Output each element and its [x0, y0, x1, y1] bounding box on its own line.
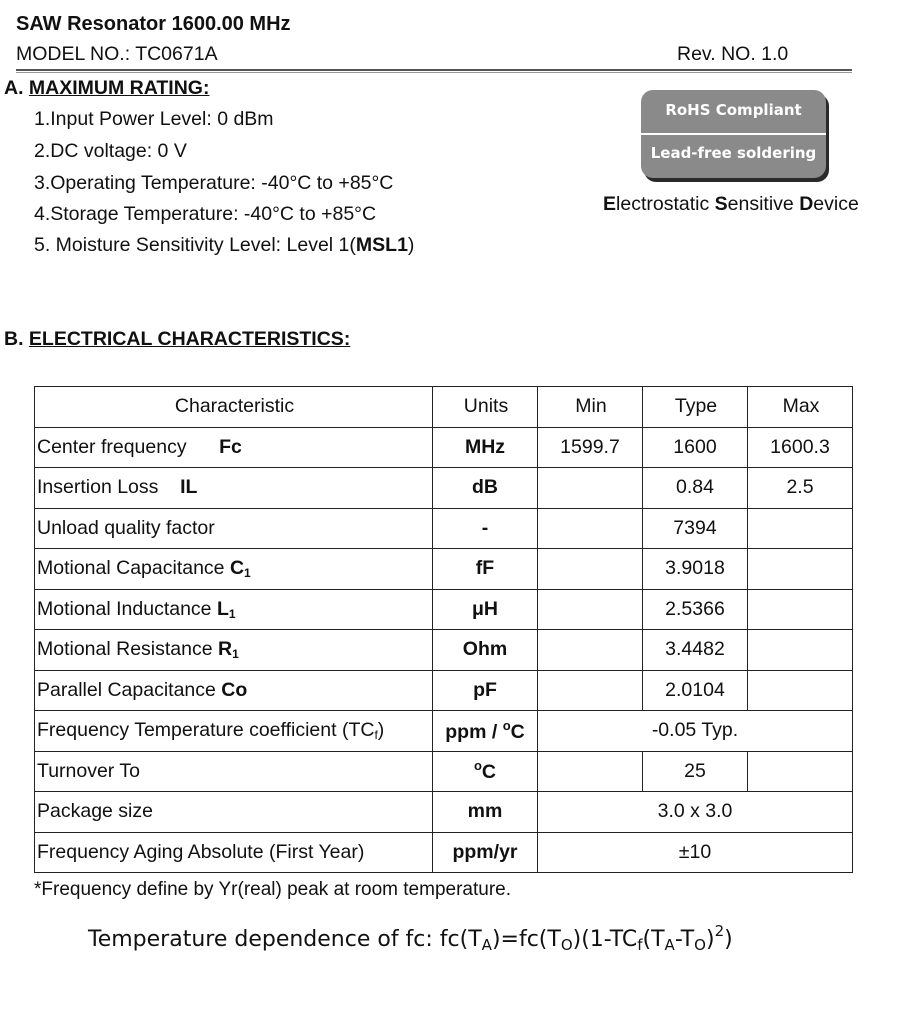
characteristic-cell [35, 589, 433, 630]
characteristic-cell: Unload quality factor [35, 508, 433, 549]
revision-number: Rev. NO. 1.0 [677, 43, 789, 65]
rohs-compliant-label: RoHS Compliant [665, 101, 802, 119]
unit-suffix: C [510, 720, 525, 743]
formula-part: Temperature dependence of fc: fc(T [88, 927, 482, 952]
characteristic-cell [35, 670, 433, 711]
esd-d-rest: evice [813, 193, 859, 215]
unit-cell [433, 751, 538, 792]
unit-cell: MHz [433, 427, 538, 468]
unit-cell: dB [433, 468, 538, 509]
unit-prefix: ppm / [445, 720, 503, 743]
type-cell: 0.84 [643, 468, 748, 509]
merged-value-cell: -0.05 Typ. [538, 711, 853, 752]
max-cell [748, 670, 853, 711]
table-row [35, 589, 853, 630]
formula-subscript: O [560, 936, 573, 954]
characteristic-symbol: Co [221, 678, 248, 701]
min-cell: 1599.7 [538, 427, 643, 468]
rating-5-close: ) [407, 234, 415, 256]
characteristic-label: Insertion Loss [37, 476, 159, 499]
min-cell [538, 630, 643, 671]
characteristic-cell [35, 711, 433, 752]
header-min: Min [538, 387, 643, 428]
min-cell [538, 549, 643, 590]
table-row [35, 670, 853, 711]
formula-subscript: O [694, 936, 706, 954]
temperature-formula [88, 922, 733, 954]
characteristic-symbol: L [216, 597, 229, 620]
formula-subscript: A [664, 936, 675, 954]
electrical-characteristics-table [34, 386, 853, 873]
unit-cell: pF [433, 670, 538, 711]
rohs-badge [641, 90, 826, 178]
rating-moisture-sensitivity [34, 234, 414, 257]
characteristic-symbol: IL [180, 476, 198, 499]
formula-subscript: f [637, 936, 643, 954]
table-row [35, 751, 853, 792]
esd-s: S [714, 193, 728, 215]
model-number: MODEL NO.: TC0671A [16, 43, 218, 65]
section-b-heading [4, 328, 350, 351]
unit-cell: Ohm [433, 630, 538, 671]
rating-operating-temperature: 3.Operating Temperature: -40°C to +85°C [34, 172, 394, 194]
section-a-prefix: A. [4, 77, 24, 99]
type-cell: 2.5366 [643, 589, 748, 630]
table-row [35, 630, 853, 671]
characteristic-label: Parallel Capacitance [37, 678, 222, 701]
characteristic-label: Frequency Temperature coefficient (TC [37, 719, 375, 742]
characteristic-label: Motional Inductance [37, 597, 217, 620]
characteristic-cell: Turnover To [35, 751, 433, 792]
unit-cell: μH [433, 589, 538, 630]
max-cell [748, 508, 853, 549]
characteristic-symbol: C [229, 557, 245, 580]
min-cell [538, 751, 643, 792]
degree-superscript: o [473, 758, 482, 774]
formula-part: (T [642, 927, 665, 952]
max-cell [748, 549, 853, 590]
max-cell: 2.5 [748, 468, 853, 509]
rating-5-text: 5. Moisture Sensitivity Level: Level 1( [34, 234, 356, 256]
type-cell: 7394 [643, 508, 748, 549]
characteristic-symbol: R [218, 638, 233, 661]
rating-input-power: 1.Input Power Level: 0 dBm [34, 108, 274, 130]
min-cell [538, 508, 643, 549]
max-cell [748, 630, 853, 671]
unit-cell: ppm/yr [433, 832, 538, 873]
characteristic-symbol-subscript: 1 [244, 566, 251, 581]
min-cell [538, 589, 643, 630]
footnote: *Frequency define by Yr(real) peak at room temperature. [34, 879, 511, 900]
rating-5-level: MSL1 [355, 234, 408, 256]
table-row [35, 711, 853, 752]
rating-dc-voltage: 2.DC voltage: 0 V [34, 140, 187, 162]
table-row [35, 468, 853, 509]
esd-s-rest: ensitive [727, 193, 800, 215]
header-type: Type [643, 387, 748, 428]
section-a-title: MAXIMUM RATING: [28, 77, 210, 99]
characteristic-label-end: ) [377, 719, 385, 742]
section-a-heading [4, 77, 209, 100]
type-cell: 3.4482 [643, 630, 748, 671]
table-row [35, 508, 853, 549]
formula-part: -T [674, 927, 695, 952]
min-cell [538, 468, 643, 509]
table-header-row [35, 387, 853, 428]
section-b-title: ELECTRICAL CHARACTERISTICS: [28, 328, 351, 350]
characteristic-cell: Package size [35, 792, 433, 833]
unit-suffix: C [481, 761, 497, 784]
unit-cell: fF [433, 549, 538, 590]
lead-free-label: Lead-free soldering [650, 144, 817, 162]
characteristic-label-subscript: f [374, 728, 378, 743]
rohs-badge-divider [641, 133, 826, 135]
type-cell: 25 [643, 751, 748, 792]
unit-cell: mm [433, 792, 538, 833]
merged-value-cell: 3.0 x 3.0 [538, 792, 853, 833]
characteristic-label: Motional Capacitance [37, 557, 230, 580]
header-characteristic: Characteristic [35, 387, 433, 428]
header-divider-thin [16, 72, 852, 73]
characteristic-cell [35, 427, 433, 468]
characteristic-label: Motional Resistance [37, 638, 219, 661]
characteristic-label: Center frequency [37, 435, 187, 458]
header-divider [16, 69, 852, 71]
formula-part: )=fc(T [491, 927, 561, 952]
type-cell: 2.0104 [643, 670, 748, 711]
formula-part: ) [724, 927, 733, 952]
table-row [35, 427, 853, 468]
characteristic-cell [35, 630, 433, 671]
formula-part: )(1-TC [572, 927, 638, 952]
merged-value-cell: ±10 [538, 832, 853, 873]
characteristic-symbol-subscript: 1 [232, 647, 239, 662]
unit-cell: - [433, 508, 538, 549]
type-cell: 3.9018 [643, 549, 748, 590]
characteristic-cell [35, 549, 433, 590]
characteristic-symbol-subscript: 1 [228, 606, 236, 621]
characteristic-symbol: Fc [219, 435, 242, 458]
header-max: Max [748, 387, 853, 428]
min-cell [538, 670, 643, 711]
table-row [35, 549, 853, 590]
rating-storage-temperature: 4.Storage Temperature: -40°C to +85°C [34, 203, 377, 225]
table-row [35, 792, 853, 833]
document-title: SAW Resonator 1600.00 MHz [16, 13, 291, 35]
formula-part: ) [705, 927, 715, 952]
section-b-prefix: B. [4, 328, 24, 350]
characteristic-cell [35, 468, 433, 509]
formula-superscript: 2 [714, 922, 725, 940]
max-cell [748, 589, 853, 630]
header-units: Units [433, 387, 538, 428]
table-row [35, 832, 853, 873]
degree-superscript: o [502, 717, 511, 733]
type-cell: 1600 [643, 427, 748, 468]
esd-label [603, 193, 859, 216]
esd-e-rest: lectrostatic [616, 193, 715, 215]
max-cell: 1600.3 [748, 427, 853, 468]
unit-cell [433, 711, 538, 752]
esd-d: D [799, 193, 814, 215]
formula-subscript: A [481, 936, 492, 954]
esd-e: E [603, 193, 617, 215]
max-cell [748, 751, 853, 792]
characteristic-cell: Frequency Aging Absolute (First Year) [35, 832, 433, 873]
